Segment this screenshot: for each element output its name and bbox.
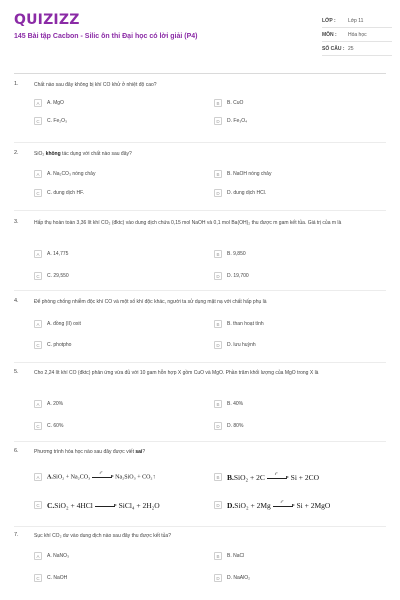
quizizz-logo: QUIZIZZ <box>14 12 80 28</box>
option-letter: C <box>34 272 42 280</box>
question-number: 1. <box>14 81 19 87</box>
option-a[interactable] <box>34 470 156 484</box>
option-c[interactable] <box>34 187 84 199</box>
option-text: A. Na₂CO₃ nóng chảy <box>47 171 96 177</box>
question-number: 5. <box>14 369 19 375</box>
option-d[interactable] <box>214 115 247 127</box>
option-c[interactable] <box>34 270 69 282</box>
option-letter: B <box>214 250 222 258</box>
option-d[interactable] <box>214 187 266 199</box>
option-a[interactable] <box>34 550 69 562</box>
question-divider <box>14 210 386 211</box>
option-letter: C <box>34 117 42 125</box>
meta-key: MÔN : <box>322 31 337 38</box>
equation-rhs: Si + 2CO <box>290 472 320 482</box>
question-emphasis: sai <box>135 449 143 455</box>
meta-row-class <box>322 14 392 28</box>
equation-lhs: SiO₂ + Na₂CO₃ <box>52 474 91 481</box>
option-prefix: D. <box>227 500 235 510</box>
equation <box>227 498 331 510</box>
option-d[interactable] <box>214 420 243 432</box>
option-letter: C <box>34 422 42 430</box>
meta-value: 25 <box>348 45 354 52</box>
question-divider <box>14 362 386 363</box>
question-3 <box>14 219 388 289</box>
option-letter: B <box>214 320 222 328</box>
option-c[interactable] <box>34 498 160 512</box>
option-letter: D <box>214 341 222 349</box>
option-text: B. 9,850 <box>227 251 246 257</box>
option-a[interactable] <box>34 248 68 260</box>
option-letter: A <box>34 99 42 107</box>
meta-key: LỚP : <box>322 17 336 24</box>
meta-value: Hóa học <box>348 31 367 38</box>
option-b[interactable] <box>214 97 243 109</box>
option-d[interactable] <box>214 339 256 351</box>
equation <box>227 470 320 482</box>
question-text: Để phòng chống nhiễm độc khí CO và một số khí độc khác, người ta sử dụng mặt nạ với chất hấp phụ là <box>34 299 267 305</box>
option-letter: A <box>34 552 42 560</box>
option-d[interactable] <box>214 270 249 282</box>
option-text: B. 40% <box>227 401 244 407</box>
reaction-condition: t° <box>274 470 278 476</box>
option-letter: D <box>214 574 222 582</box>
question-text-part: tác dụng với chất nào sau đây? <box>60 151 132 157</box>
option-text: D. dung dịch HCl. <box>227 190 267 196</box>
option-letter: A <box>34 170 42 178</box>
question-text: Sục khí CO₂ dư vào dung dịch nào sau đây thu được kết tủa? <box>34 533 171 539</box>
equation <box>47 501 160 510</box>
option-letter: A <box>34 250 42 258</box>
option-letter: C <box>34 341 42 349</box>
page-header <box>0 0 400 72</box>
option-b[interactable] <box>214 248 246 260</box>
option-b[interactable] <box>214 398 243 410</box>
equation-lhs: SiO₂ + 2C <box>233 472 265 482</box>
option-text: C. dung dịch HF. <box>47 190 84 196</box>
question-text <box>34 448 378 456</box>
option-c[interactable] <box>34 420 63 432</box>
option-letter: A <box>34 400 42 408</box>
meta-value: Lớp 11 <box>348 17 364 24</box>
option-letter: D <box>214 501 222 509</box>
option-text: B. CuO <box>227 100 244 106</box>
question-text: Hấp thụ hoàn toàn 3,36 lít khí CO₂ (đktc) vào dung dịch chứa 0,15 mol NaOH và 0,1 mol Ba(OH)₂ thu được m gam kết tủa. Giá trị của m là <box>34 220 342 226</box>
option-text: B. than hoạt tính <box>227 321 264 327</box>
question-1 <box>14 81 388 141</box>
equation-rhs: Si + 2MgO <box>296 500 331 510</box>
question-text-part: Phương trình hóa học nào sau đây được viết <box>34 449 136 455</box>
option-letter: A <box>34 473 42 481</box>
question-divider <box>14 441 386 442</box>
question-divider <box>14 526 386 527</box>
meta-row-count <box>322 42 392 56</box>
question-5 <box>14 369 388 441</box>
option-b[interactable] <box>214 318 264 330</box>
option-text: C. 60% <box>47 423 64 429</box>
option-letter: B <box>214 99 222 107</box>
question-2 <box>14 150 388 210</box>
option-a[interactable] <box>34 97 64 109</box>
option-prefix: A. <box>47 474 53 481</box>
reaction-condition: t° <box>280 498 284 504</box>
option-letter: D <box>214 422 222 430</box>
option-letter: B <box>214 552 222 560</box>
option-prefix: B. <box>227 472 234 482</box>
option-letter: A <box>34 320 42 328</box>
option-text: D. lưu huỳnh <box>227 342 256 348</box>
equation-lhs: SiO₂ + 4HCl <box>54 500 93 510</box>
question-7 <box>14 532 388 594</box>
question-4 <box>14 298 388 360</box>
option-a[interactable] <box>34 168 95 180</box>
option-letter: C <box>34 501 42 509</box>
option-text: A. 20% <box>47 401 64 407</box>
question-divider <box>14 142 386 143</box>
question-text-part: ? <box>142 449 146 455</box>
option-letter: B <box>214 170 222 178</box>
question-number: 4. <box>14 298 19 304</box>
option-letter: B <box>214 400 222 408</box>
meta-row-subject <box>322 28 392 42</box>
question-number: 7. <box>14 532 19 538</box>
question-text: Chất nào sau đây không bị khí CO khử ở nhiệt độ cao? <box>34 82 157 88</box>
option-text: D. 80% <box>227 423 244 429</box>
option-text: B. NaOH nóng chảy <box>227 171 272 177</box>
question-number: 3. <box>14 219 19 225</box>
reaction-arrow-icon <box>92 469 114 480</box>
question-text-part: SiO₂ <box>34 151 46 157</box>
reaction-arrow-icon <box>267 470 289 481</box>
option-b[interactable] <box>214 470 319 484</box>
question-divider <box>14 290 386 291</box>
option-text: C. Fe₂O₃ <box>47 118 68 124</box>
option-text: C. 29,550 <box>47 273 69 279</box>
reaction-arrow-icon <box>95 503 117 509</box>
option-text: A. MgO <box>47 100 64 106</box>
option-prefix: C. <box>47 500 55 510</box>
question-emphasis: không <box>45 151 61 157</box>
equation <box>47 469 156 481</box>
option-text: A. đồng (II) oxit <box>47 321 81 327</box>
question-number: 2. <box>14 150 19 156</box>
equation-rhs: SiCl₄ + 2H₂O <box>118 500 160 510</box>
option-d[interactable] <box>214 572 250 584</box>
meta-table <box>322 14 392 56</box>
option-letter: B <box>214 473 222 481</box>
option-text: C. photpho <box>47 342 72 348</box>
question-text: Cho 2,24 lít khí CO (đktc) phản ứng vừa đủ với 10 gam hỗn hợp X gồm CuO và MgO. Phần trăm khối lượng của MgO trong X là <box>34 370 319 376</box>
option-text: D. Fe₃O₄ <box>227 118 248 124</box>
option-d[interactable] <box>214 498 330 512</box>
option-c[interactable] <box>34 339 71 351</box>
question-number: 6. <box>14 448 19 454</box>
option-text: D. NaAlO₂ <box>227 575 251 581</box>
question-6 <box>14 448 388 526</box>
reaction-condition: t° <box>99 469 103 475</box>
equation-lhs: SiO₂ + 2Mg <box>234 500 271 510</box>
equation-rhs: Na₂SiO₃ + CO₂↑ <box>115 474 156 481</box>
option-a[interactable] <box>34 398 63 410</box>
document-title: 145 Bài tập Cacbon - Silic ôn thi Đại học có lời giải (P4) <box>14 33 198 40</box>
option-a[interactable] <box>34 318 81 330</box>
option-text: A. 14,775 <box>47 251 69 257</box>
option-letter: C <box>34 574 42 582</box>
option-letter: C <box>34 189 42 197</box>
meta-key: SỐ CÂU : <box>322 45 345 52</box>
header-divider <box>14 73 386 74</box>
option-c[interactable] <box>34 572 67 584</box>
option-text: D. 19,700 <box>227 273 249 279</box>
option-text: A. NaNO₃ <box>47 553 70 559</box>
option-b[interactable] <box>214 168 271 180</box>
option-c[interactable] <box>34 115 67 127</box>
option-b[interactable] <box>214 550 244 562</box>
question-text <box>34 150 378 158</box>
reaction-arrow-icon <box>273 498 295 509</box>
option-letter: D <box>214 117 222 125</box>
option-text: B. NaCl <box>227 553 245 559</box>
option-letter: D <box>214 272 222 280</box>
option-text: C. NaOH <box>47 575 68 581</box>
option-letter: D <box>214 189 222 197</box>
